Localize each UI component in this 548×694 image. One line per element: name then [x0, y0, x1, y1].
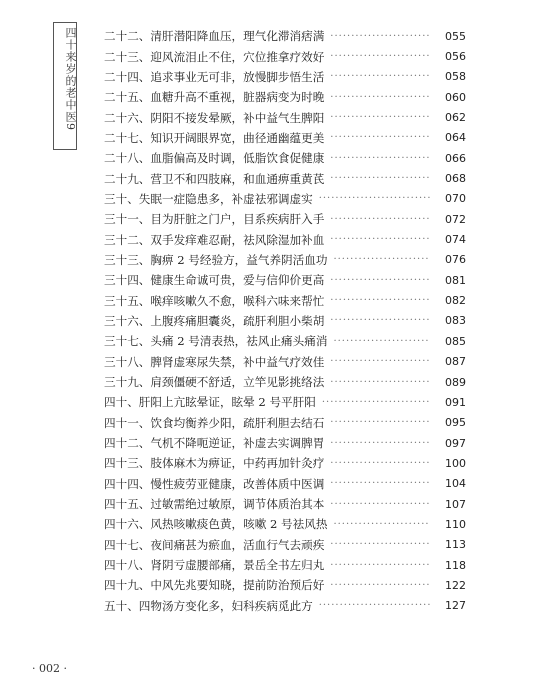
- toc-leader-dots: [330, 92, 430, 103]
- toc-leader-dots: [330, 234, 430, 245]
- toc-entry[interactable]: [104, 433, 466, 453]
- toc-entry-page: 060: [445, 90, 466, 104]
- toc-entry-title: 二十九、营卫不和四肢麻，和血通痹重黄芪: [104, 171, 325, 186]
- toc-entry-page: 081: [445, 273, 466, 287]
- toc-entry-title: 三十六、上腹疼痛胆囊炎，疏肝利胆小柴胡: [104, 313, 325, 328]
- toc-entry-page: 118: [445, 558, 466, 572]
- toc-entry-page: 091: [445, 395, 466, 409]
- toc-entry[interactable]: [104, 107, 466, 127]
- toc-leader-dots: [330, 31, 430, 42]
- toc-entry[interactable]: [104, 290, 466, 310]
- toc-entry-page: 113: [445, 538, 466, 552]
- toc-entry-title: 三十八、脾肾虚寒尿失禁，补中益气疗效佳: [104, 354, 325, 369]
- toc-entry[interactable]: [104, 128, 466, 148]
- toc-entry-title: 三十三、胸痹 2 号经验方，益气养阴活血功: [104, 252, 328, 267]
- toc-entry[interactable]: [104, 453, 466, 473]
- toc-entry-page: 066: [445, 151, 466, 165]
- toc-entry-title: 三十九、肩颈僵硬不舒适，立竿见影挑络法: [104, 375, 325, 390]
- toc-entry-page: 056: [445, 50, 466, 64]
- toc-leader-dots: [333, 336, 430, 347]
- toc-entry-page: 110: [445, 517, 466, 531]
- toc-entry-page: 127: [445, 599, 466, 613]
- toc-leader-dots: [330, 438, 430, 449]
- toc-entry[interactable]: [104, 535, 466, 555]
- toc-entry-title: 四十二、气机不降呃逆证，补虚去实调脾胃: [104, 436, 325, 451]
- toc-leader-dots: [330, 173, 430, 184]
- toc-leader-dots: [319, 193, 430, 204]
- toc-leader-dots: [333, 519, 430, 530]
- toc-leader-dots: [330, 356, 430, 367]
- toc-entry-page: 068: [445, 172, 466, 186]
- toc-leader-dots: [330, 417, 430, 428]
- toc-entry-page: 095: [445, 416, 466, 430]
- toc-entry-title: 四十一、饮食均衡养少阳，疏肝利胆去结石: [104, 415, 325, 430]
- toc-entry[interactable]: [104, 311, 466, 331]
- toc-entry[interactable]: [104, 250, 466, 270]
- toc-entry-page: 058: [445, 70, 466, 84]
- toc-entry[interactable]: [104, 87, 466, 107]
- toc-leader-dots: [330, 132, 430, 143]
- toc-entry-title: 二十三、迎风流泪止不住，穴位推拿疗效好: [104, 49, 325, 64]
- toc-entry-title: 三十四、健康生命诚可贵，爱与信仰价更高: [104, 273, 325, 288]
- toc-leader-dots: [330, 295, 430, 306]
- toc-entry[interactable]: [104, 474, 466, 494]
- toc-entry[interactable]: [104, 413, 466, 433]
- toc-entry-title: 四十九、中风先兆要知晓，提前防治预后好: [104, 578, 325, 593]
- running-header-box: [53, 22, 77, 150]
- toc-leader-dots: [322, 397, 430, 408]
- toc-entry[interactable]: [104, 575, 466, 595]
- toc-entry[interactable]: [104, 392, 466, 412]
- toc-entry-page: 100: [445, 456, 466, 470]
- toc-leader-dots: [330, 275, 430, 286]
- toc-leader-dots: [319, 600, 430, 611]
- toc-entry[interactable]: [104, 596, 466, 616]
- toc-entry-page: 122: [445, 578, 466, 592]
- toc-entry-page: 070: [445, 192, 466, 206]
- toc-leader-dots: [330, 478, 430, 489]
- toc-leader-dots: [330, 51, 430, 62]
- toc-entry-title: 四十六、风热咳嗽痰色黄，咳嗽 2 号祛风热: [104, 517, 328, 532]
- toc-leader-dots: [330, 539, 430, 550]
- toc-entry-title: 二十四、追求事业无可非，放慢脚步悟生活: [104, 69, 325, 84]
- toc-entry[interactable]: [104, 270, 466, 290]
- toc-entry[interactable]: [104, 209, 466, 229]
- toc-entry-title: 四十五、过敏需绝过敏原，调节体质治其本: [104, 497, 325, 512]
- toc-entry-title: 四十八、肾阴亏虚腰部痛，景岳全书左归丸: [104, 558, 325, 573]
- toc-leader-dots: [330, 560, 430, 571]
- toc-leader-dots: [333, 254, 430, 265]
- toc-entry-page: 083: [445, 314, 466, 328]
- toc-entry-page: 104: [445, 477, 466, 491]
- toc-entry-title: 五十、四物汤方变化多，妇科疾病觅此方: [104, 598, 313, 613]
- toc-entry-title: 三十二、双手发痒难忍耐，祛风除湿加补血: [104, 232, 325, 247]
- toc-entry-title: 二十六、阴阳不接发晕厥，补中益气生脾阳: [104, 110, 325, 125]
- toc-leader-dots: [330, 499, 430, 510]
- toc-entry[interactable]: [104, 331, 466, 351]
- toc-entry-page: 085: [445, 334, 466, 348]
- toc-entry-title: 二十八、血脂偏高及时调，低脂饮食促健康: [104, 151, 325, 166]
- toc-entry-title: 三十七、头痛 2 号清表热，祛风止痛头痛消: [104, 334, 328, 349]
- toc-entry-page: 064: [445, 131, 466, 145]
- book-title-vertical: 四十来岁的老中医9: [64, 27, 77, 131]
- toc-entry-title: 四十、肝阳上亢眩晕证，眩晕 2 号平肝阳: [104, 395, 316, 410]
- toc-entry-page: 082: [445, 294, 466, 308]
- table-of-contents: [104, 26, 466, 616]
- page-number: · 002 ·: [32, 662, 67, 675]
- toc-entry-title: 三十五、喉痒咳嗽久不愈，喉科六味来帮忙: [104, 293, 325, 308]
- toc-entry-title: 四十四、慢性疲劳亚健康，改善体质中医调: [104, 476, 325, 491]
- toc-entry-title: 二十七、知识开阔眼界宽，曲径通幽蕴更美: [104, 130, 325, 145]
- toc-entry-page: 107: [445, 497, 466, 511]
- toc-leader-dots: [330, 71, 430, 82]
- toc-leader-dots: [330, 112, 430, 123]
- toc-entry-page: 062: [445, 111, 466, 125]
- toc-leader-dots: [330, 315, 430, 326]
- toc-entry-title: 三十、失眠一症隐患多，补虚祛邪调虚实: [104, 191, 313, 206]
- toc-entry-page: 072: [445, 212, 466, 226]
- toc-entry-page: 087: [445, 355, 466, 369]
- toc-entry-page: 076: [445, 253, 466, 267]
- toc-entry[interactable]: [104, 189, 466, 209]
- toc-leader-dots: [330, 458, 430, 469]
- toc-entry[interactable]: [104, 67, 466, 87]
- toc-entry-page: 055: [445, 29, 466, 43]
- toc-leader-dots: [330, 580, 430, 591]
- toc-entry-page: 074: [445, 233, 466, 247]
- toc-entry[interactable]: [104, 555, 466, 575]
- toc-entry[interactable]: [104, 494, 466, 514]
- toc-entry-page: 089: [445, 375, 466, 389]
- toc-leader-dots: [330, 377, 430, 388]
- toc-entry-title: 二十二、清肝潜阳降血压，理气化滞消痞满: [104, 29, 325, 44]
- toc-entry-title: 四十三、肢体麻木为痹证，中药再加针灸疗: [104, 456, 325, 471]
- toc-entry-title: 二十五、血糖升高不重视，脏器病变为时晚: [104, 90, 325, 105]
- toc-leader-dots: [330, 214, 430, 225]
- toc-entry[interactable]: [104, 352, 466, 372]
- toc-entry-page: 097: [445, 436, 466, 450]
- toc-entry[interactable]: [104, 26, 466, 46]
- toc-entry[interactable]: [104, 168, 466, 188]
- toc-entry-title: 四十七、夜间痛甚为瘀血，活血行气去顽疾: [104, 537, 325, 552]
- toc-entry[interactable]: [104, 372, 466, 392]
- toc-entry[interactable]: [104, 46, 466, 66]
- toc-entry[interactable]: [104, 514, 466, 534]
- toc-entry-title: 三十一、目为肝脏之门户，目系疾病肝入手: [104, 212, 325, 227]
- toc-entry[interactable]: [104, 229, 466, 249]
- toc-leader-dots: [330, 153, 430, 164]
- toc-entry[interactable]: [104, 148, 466, 168]
